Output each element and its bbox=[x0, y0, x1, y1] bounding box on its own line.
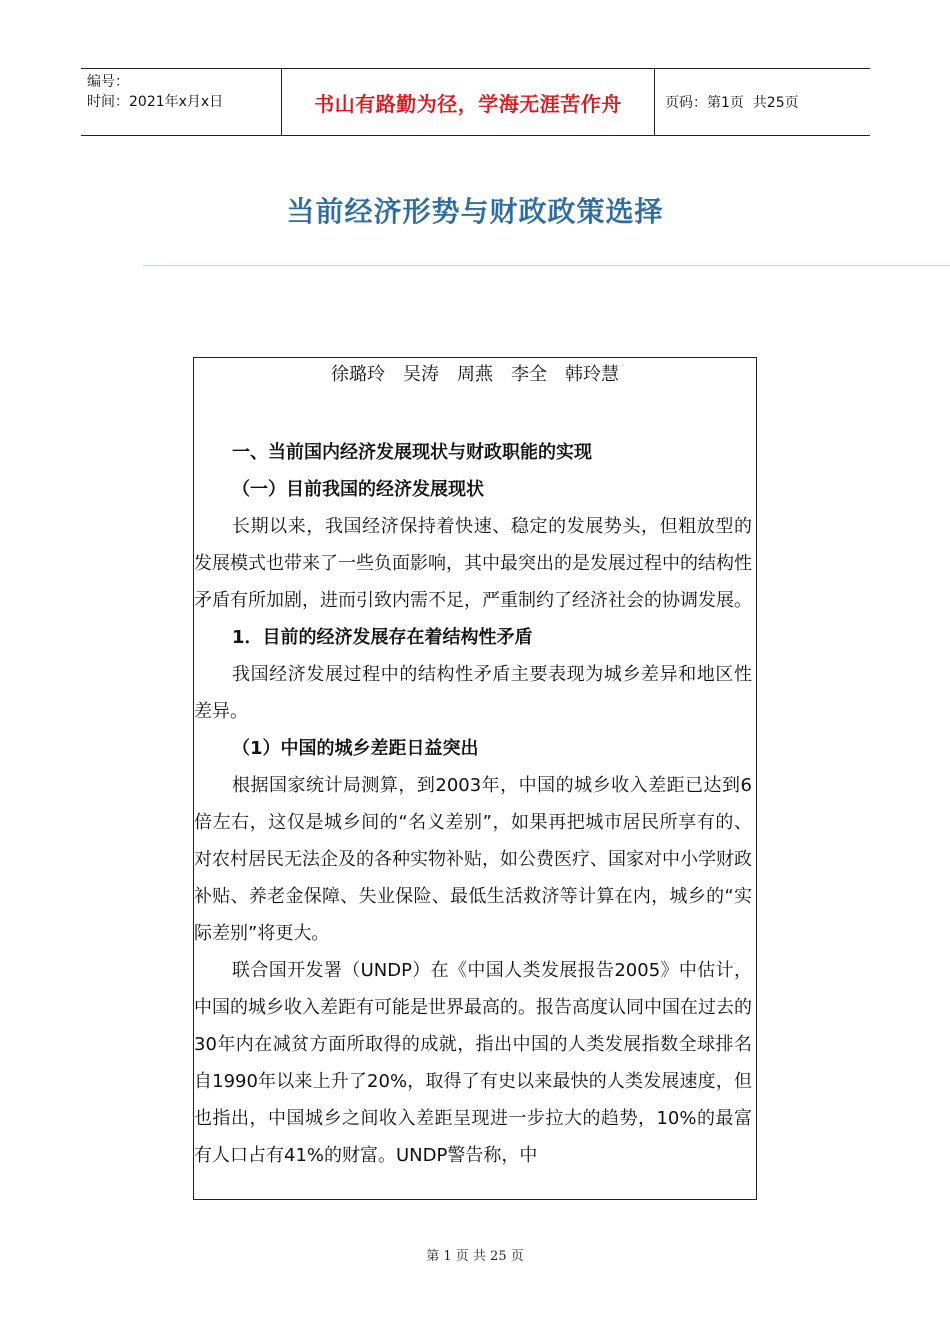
section-heading-2: （一）目前我国的经济发展现状 bbox=[232, 479, 484, 500]
number-label: 编号： bbox=[87, 74, 129, 90]
paragraph: 我国经济发展过程中的结构性矛盾主要表现为城乡差异和地区性差异。 bbox=[194, 664, 752, 722]
author: 韩玲慧 bbox=[565, 364, 619, 385]
paragraph: 根据国家统计局测算，到2003年，中国的城乡收入差距已达到6倍左右，这仅是城乡间的“名义差别”，如果再把城市居民所享有的、对农村居民无法企及的各种实物补贴，如公费医疗、国家对中小学财政补贴、养老金保障、失业保险、最低生活救济等计算在内，城乡的“实际差别”将更大。 bbox=[194, 775, 752, 944]
subsection-heading: （1）中国的城乡差距日益突出 bbox=[232, 738, 479, 759]
title-divider bbox=[143, 265, 950, 266]
page-footer bbox=[0, 1245, 950, 1264]
author: 李全 bbox=[511, 364, 547, 385]
footer-page-number: 第 1 页 共 25 页 bbox=[426, 1249, 524, 1264]
content-box bbox=[193, 357, 757, 1200]
section-heading-1: 一、当前国内经济发展现状与财政职能的实现 bbox=[232, 442, 592, 463]
paragraph: 联合国开发署（UNDP）在《中国人类发展报告2005》中估计，中国的城乡收入差距有可能是世界最高的。报告高度认同中国在过去的30年内在减贫方面所取得的成就，指出中国的人类发展指数全球排名自1990年以来上升了20%，取得了有史以来最快的人类发展速度，但也指出，中国城乡之间收入差距呈现进一步拉大的趋势，10%的最富有人口占有41%的财富。UNDP警告称，中 bbox=[194, 960, 752, 1166]
author-list bbox=[194, 360, 756, 434]
motto: 书山有路勤为径，学海无涯苦作舟 bbox=[282, 69, 655, 135]
document-title: 当前经济形势与财政政策选择 bbox=[286, 195, 664, 228]
author: 徐璐玲 bbox=[331, 364, 385, 385]
header-page-info bbox=[655, 69, 870, 135]
subsection-heading: 1．目前的经济发展存在着结构性矛盾 bbox=[232, 627, 533, 648]
paragraph: 长期以来，我国经济保持着快速、稳定的发展势头，但粗放型的发展模式也带来了一些负面影响，其中最突出的是发展过程中的结构性矛盾有所加剧，进而引致内需不足，严重制约了经济社会的协调发展。 bbox=[194, 516, 752, 611]
header-left-cell bbox=[81, 69, 282, 135]
author: 吴涛 bbox=[403, 364, 439, 385]
time-label: 时间：2021年x月x日 bbox=[87, 94, 224, 110]
page-info-label: 页码：第1页 共25页 bbox=[665, 95, 799, 111]
header-table bbox=[81, 68, 870, 136]
author: 周燕 bbox=[457, 364, 493, 385]
